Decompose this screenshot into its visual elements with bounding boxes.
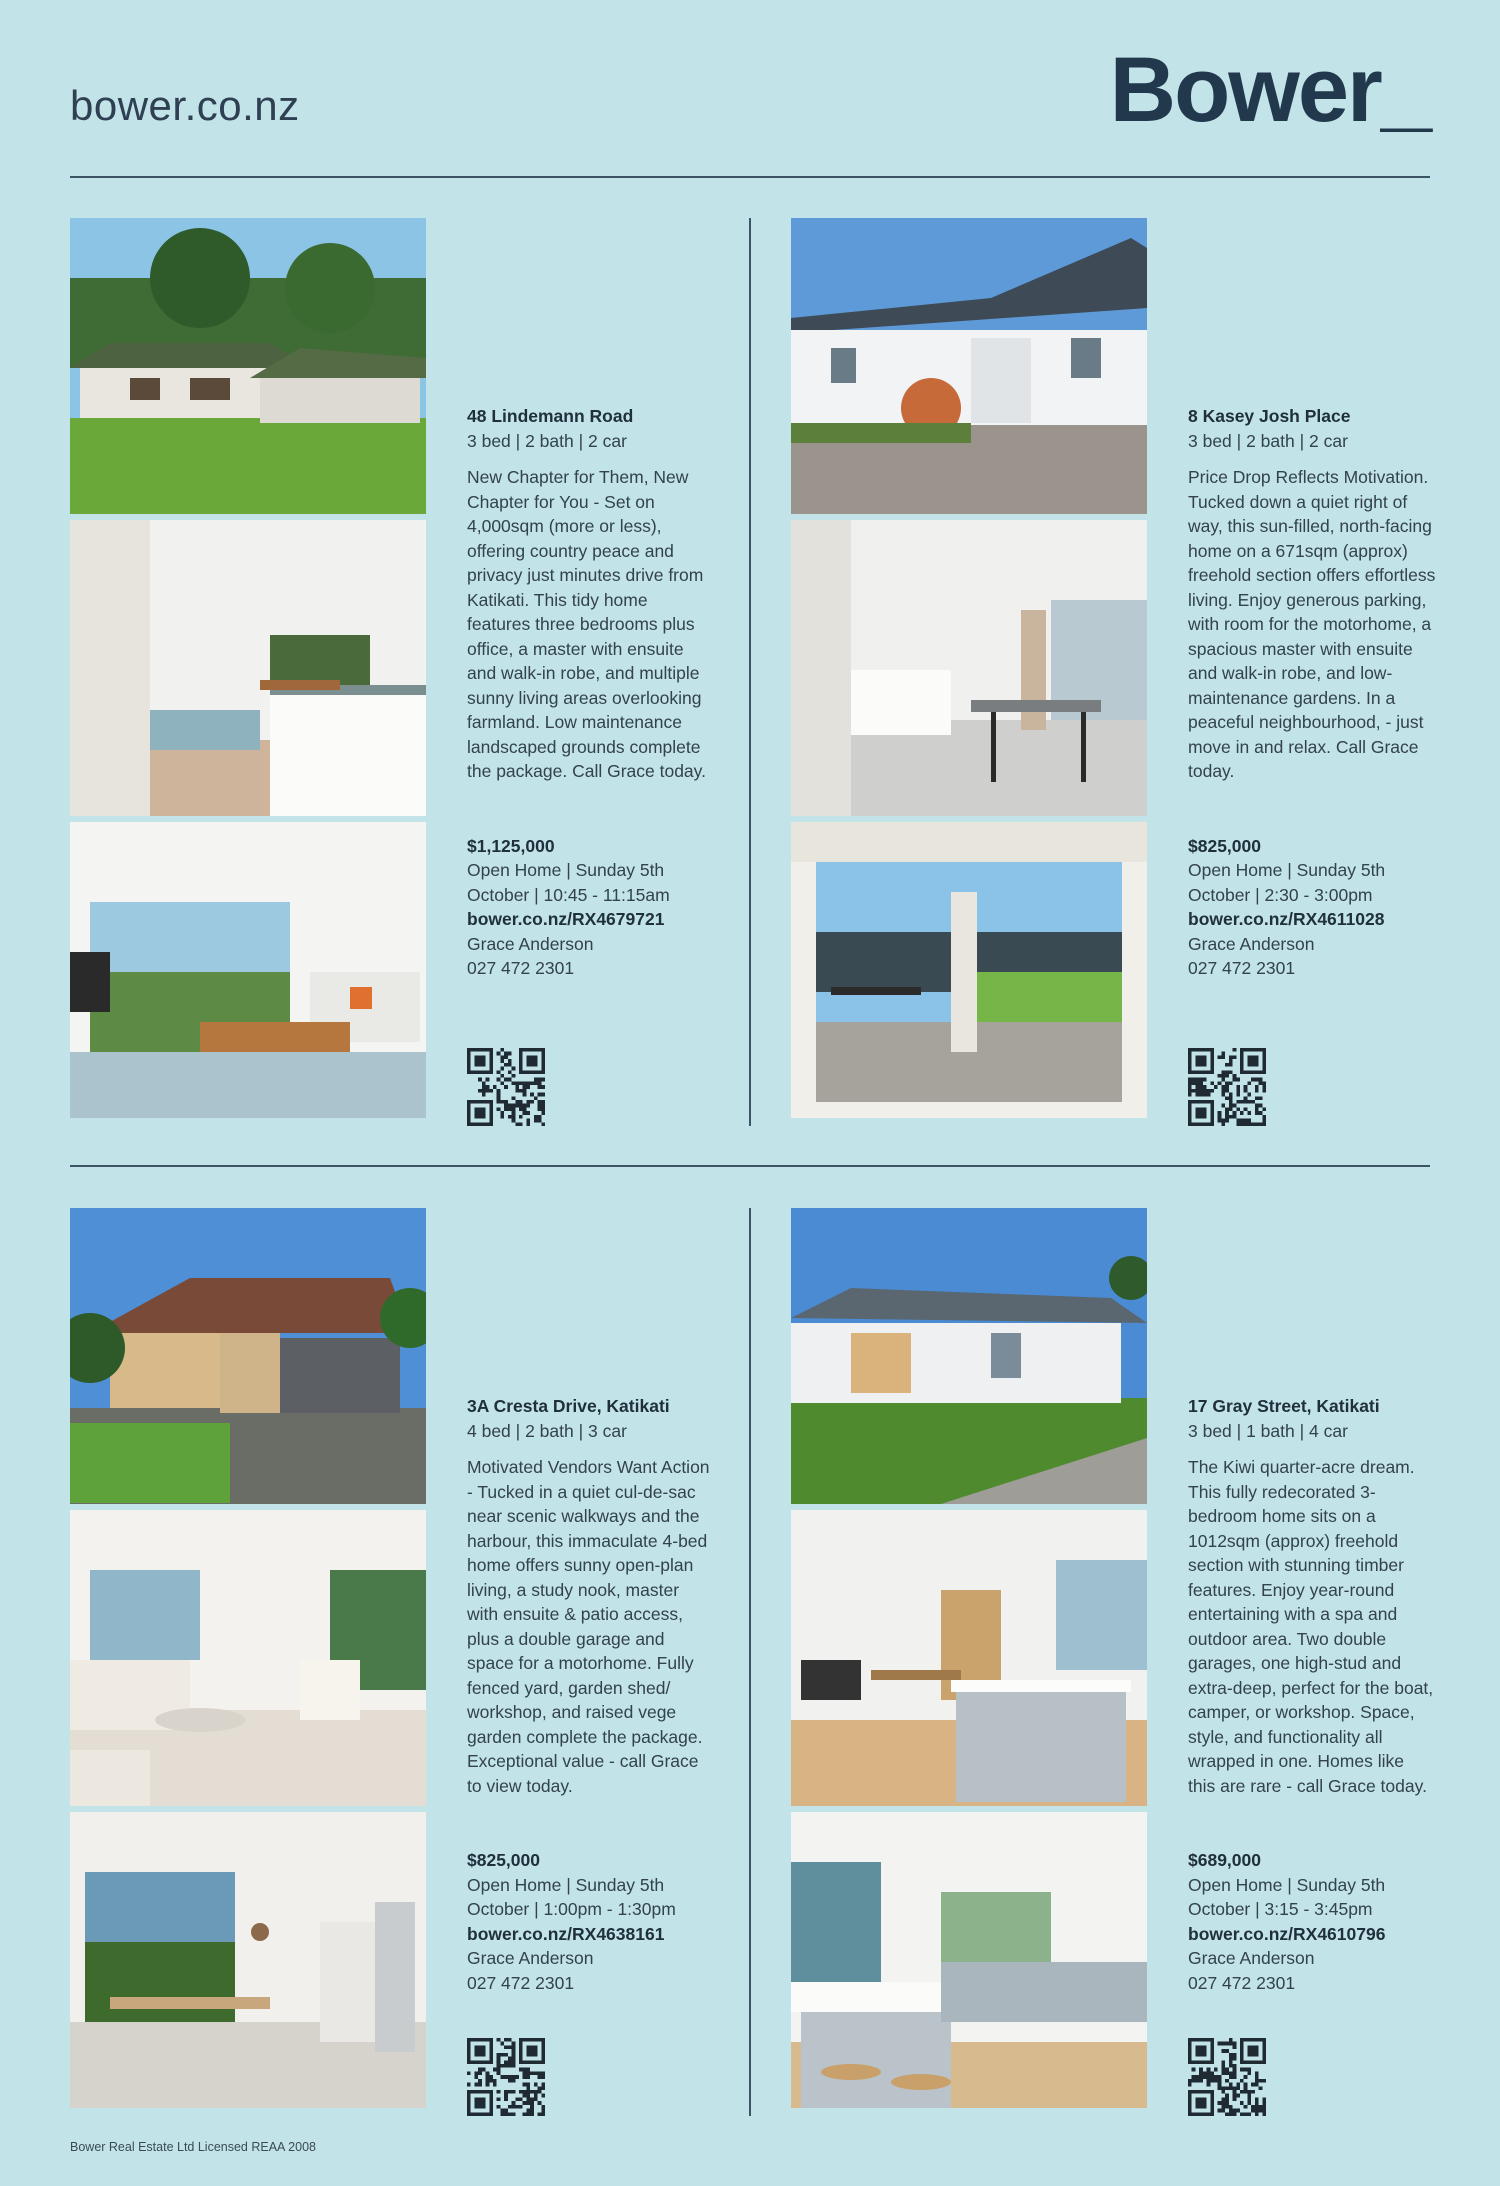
listing-address: 8 Kasey Josh Place — [1188, 406, 1351, 426]
listing-card — [70, 218, 750, 1128]
qr-code-icon[interactable] — [467, 2038, 545, 2116]
agent-name: Grace Anderson — [1188, 933, 1315, 954]
listing-link[interactable]: bower.co.nz/RX4610796 — [1188, 1923, 1386, 1944]
listing-features: 3 bed | 1 bath | 4 car — [1188, 1420, 1348, 1441]
listing-price: $825,000 — [1188, 835, 1261, 856]
agent-phone[interactable]: 027 472 2301 — [467, 958, 575, 978]
listing-photos — [791, 1208, 1147, 2114]
listing-description: The Kiwi quarter-acre dream. This fully redecorated 3-bedroom home sits on a 1012sqm (approx) freehold section with stunning timber features. Enjoy year-round entertaining with a spa and outdoor area. Two double garages, one high-stud and extra-deep, perfect for the boat, camper, or workshop. Space, style, and functionality all wrapped in one. Homes like this are rare - call Grace today. — [1188, 1457, 1434, 1796]
listing-description: New Chapter for Them, New Chapter for You - Set on 4,000sqm (more or less), offering country peace and privacy just minutes drive from Katikati. This tidy home features three bedrooms plus office, a master with ensuite and walk-in robe, and multiple sunny living areas overlooking farmland. Low maintenance landscaped grounds complete the package. Call Grace today. — [467, 467, 706, 781]
agent-phone[interactable]: 027 472 2301 — [467, 1972, 575, 1993]
exterior-photo[interactable] — [70, 1208, 426, 1504]
listing-features: 4 bed | 2 bath | 3 car — [467, 1420, 627, 1441]
licence-footer: Bower Real Estate Ltd Licensed REAA 2008 — [70, 2140, 316, 2154]
listing-address: 48 Lindemann Road — [467, 406, 634, 426]
agent-name: Grace Anderson — [467, 1948, 594, 1968]
qr-code-icon[interactable] — [467, 1048, 545, 1126]
kitchen-island-photo[interactable] — [791, 1812, 1147, 2108]
living-room-photo[interactable] — [70, 822, 426, 1118]
agent-name: Grace Anderson — [467, 933, 594, 954]
agent-phone[interactable]: 027 472 2301 — [1188, 1972, 1296, 1993]
living-room-photo[interactable] — [70, 1510, 426, 1806]
listing-link[interactable]: bower.co.nz/RX4679721 — [467, 909, 665, 929]
dining-kitchen-photo[interactable] — [791, 520, 1147, 816]
listing-features: 3 bed | 2 bath | 2 car — [467, 430, 627, 451]
bower-logo: Bower_ — [1109, 39, 1430, 141]
listing-photos — [70, 1208, 426, 2114]
listing-details — [467, 1394, 715, 1995]
open-home-time: Open Home | Sunday 5th October | 10:45 - 11:15am — [467, 860, 670, 905]
open-home-time: Open Home | Sunday 5th October | 2:30 - 3:00pm — [1188, 860, 1386, 905]
listing-card — [70, 1208, 750, 2118]
qr-code-icon[interactable] — [1188, 1048, 1266, 1126]
listing-price: $825,000 — [467, 1850, 540, 1870]
listing-card — [791, 218, 1471, 1128]
listing-features: 3 bed | 2 bath | 2 car — [1188, 430, 1348, 451]
listing-details — [467, 404, 715, 981]
exterior-photo[interactable] — [791, 218, 1147, 514]
site-url[interactable]: bower.co.nz — [70, 82, 300, 129]
listing-link[interactable]: bower.co.nz/RX4638161 — [467, 1923, 665, 1944]
open-home-time: Open Home | Sunday 5th October | 3:15 - 3:45pm — [1188, 1874, 1386, 1919]
kitchen-photo[interactable] — [791, 1510, 1147, 1806]
exterior-photo[interactable] — [70, 218, 426, 514]
middle-divider — [70, 1165, 1430, 1167]
listing-photos — [791, 218, 1147, 1124]
dining-photo[interactable] — [70, 1812, 426, 2108]
qr-code-icon[interactable] — [1188, 2038, 1266, 2116]
listing-description: Price Drop Reflects Motivation. Tucked down a quiet right of way, this sun-filled, north-facing home on a 671sqm (approx) freehold section offers effortless living. Enjoy generous parking, with room for the motorhome, a spacious master with ensuite and walk-in robe, and low-maintenance gardens. In a peaceful neighbourhood, - just move in and relax. Call Grace today. — [1188, 467, 1436, 781]
agent-phone[interactable]: 027 472 2301 — [1188, 958, 1296, 978]
listing-card — [791, 1208, 1471, 2118]
listing-details — [1188, 404, 1436, 981]
agent-name: Grace Anderson — [1188, 1948, 1315, 1968]
exterior-photo[interactable] — [791, 1208, 1147, 1504]
header-divider — [70, 176, 1430, 178]
kitchen-photo[interactable] — [70, 520, 426, 816]
listing-photos — [70, 218, 426, 1124]
listing-price: $1,125,000 — [467, 835, 555, 856]
listing-price: $689,000 — [1188, 1850, 1261, 1870]
patio-photo[interactable] — [791, 822, 1147, 1118]
open-home-time: Open Home | Sunday 5th October | 1:00pm - 1:30pm — [467, 1874, 676, 1919]
listing-address: 17 Gray Street, Katikati — [1188, 1396, 1380, 1416]
listing-link[interactable]: bower.co.nz/RX4611028 — [1188, 909, 1385, 929]
listing-description: Motivated Vendors Want Action - Tucked in a quiet cul-de-sac near scenic walkways and the harbour, this immaculate 4-bed home offers sunny open-plan living, a study nook, master with ensuite & patio access, plus a double garage and space for a motorhome. Fully fenced yard, garden shed/ workshop, and raised vege garden complete the package. Exceptional value - call Grace to view today. — [467, 1457, 710, 1796]
listing-address: 3A Cresta Drive, Katikati — [467, 1396, 670, 1416]
listing-details — [1188, 1394, 1436, 1995]
